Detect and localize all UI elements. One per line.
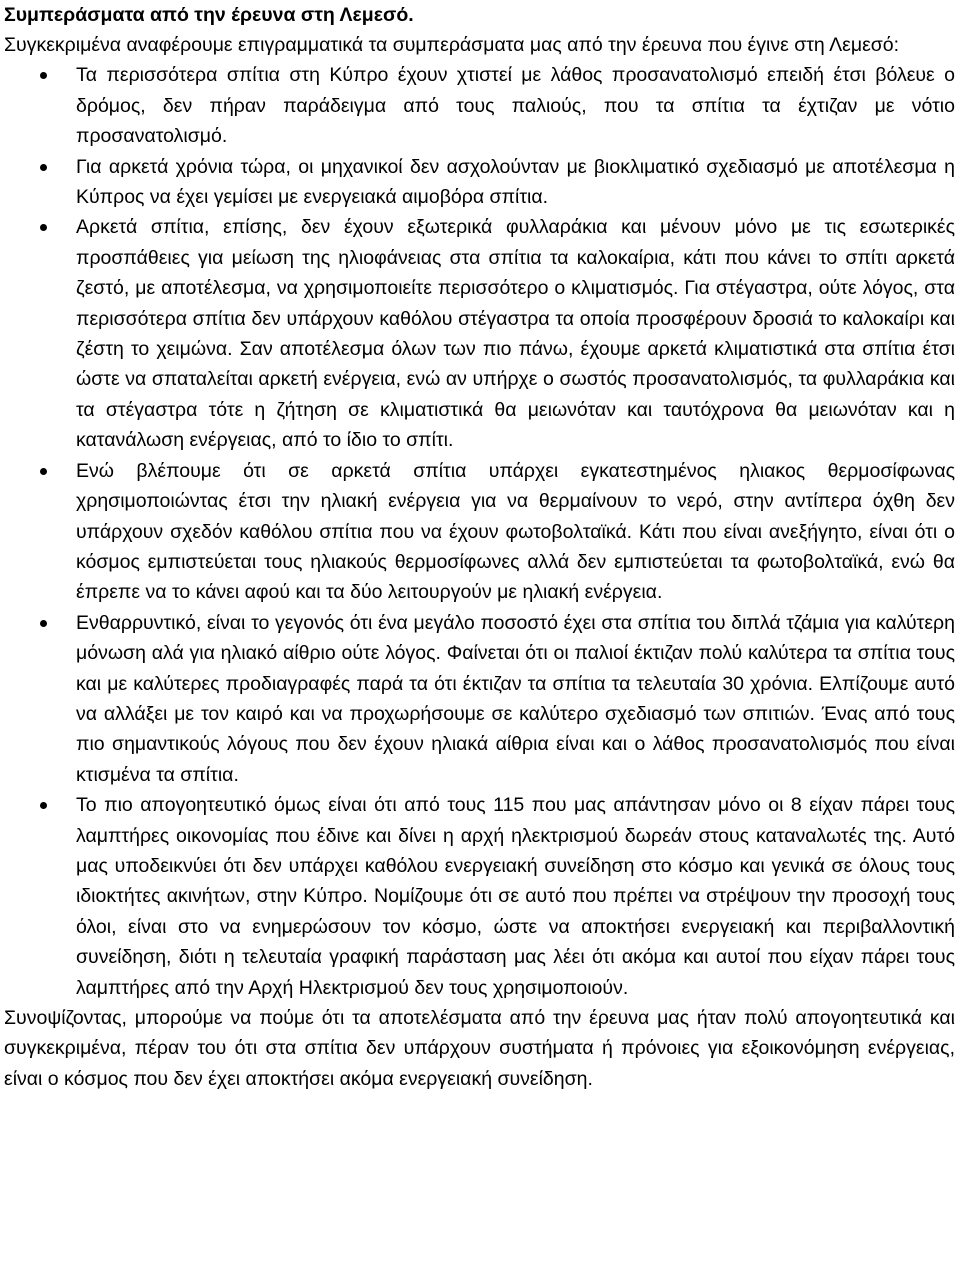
findings-list xyxy=(4,60,955,1003)
bullet-icon xyxy=(40,468,47,475)
list-item-text: Ενώ βλέπουμε ότι σε αρκετά σπίτια υπάρχει εγκατεστημένος ηλιακος θερμοσίφωνας χρησιμοποιώντας έτσι την ηλιακή ενέργεια για να θερμαίνουν το νερό, στην αντίπερα όχθη δεν υπάρχουν σχεδόν καθόλου σπίτια που να έχουν φωτοβολταϊκά. Κάτι που είναι ανεξήγητο, είναι ότι ο κόσμος εμπιστεύεται τους ηλιακούς θερμοσίφωνες αλλά δεν εμπιστεύεται τα φωτοβολταϊκά, ενώ θα έπρεπε να το κάνει αφού και τα δύο λειτουργούν με ηλιακή ενέργεια. xyxy=(76,459,955,604)
bullet-icon xyxy=(40,802,47,809)
section-title: Συμπεράσματα από την έρευνα στη Λεμεσό. xyxy=(4,4,414,26)
intro-paragraph: Συγκεκριμένα αναφέρουμε επιγραμματικά τα συμπεράσματα μας από την έρευνα που έγινε στη Λεμεσό: xyxy=(4,34,900,56)
list-item-text: Ενθαρρυντικό, είναι το γεγονός ότι ένα μεγάλο ποσοστό έχει στα σπίτια του διπλά τζάμια για καλύτερη μόνωση αλά για ηλιακό αίθριο ούτε λόγος. Φαίνεται ότι οι παλιοί έκτιζαν πολύ καλύτερα τα σπίτια τους και με καλύτερες προδιαγραφές παρά τα ότι έκτιζαν τα σπίτια τα τελευταία 30 χρόνια. Ελπίζουμε αυτό να αλλάξει με τον καιρό και να προχωρήσουμε σε καλύτερο σχεδιασμό των σπιτιών. Ένας από τους πιο σημαντικούς λόγους που δεν έχουν ηλιακά αίθρια είναι και ο λάθος προσανατολισμός που είναι κτισμένα τα σπίτια. xyxy=(76,611,955,786)
list-item-text: Τα περισσότερα σπίτια στη Κύπρο έχουν χτιστεί με λάθος προσανατολισμό επειδή έτσι βόλευε ο δρόμος, δεν πήραν παράδειγμα από τους παλιούς, που τα σπίτια τα έχτιζαν με νότιο προσανατολισμό. xyxy=(76,64,955,148)
list-item xyxy=(4,60,955,151)
conclusion-paragraph: Συνοψίζοντας, μπορούμε να πούμε ότι τα αποτελέσματα από την έρευνα μας ήταν πολύ απογοητευτικά και συγκεκριμένα, πέραν του ότι στα σπίτια δεν υπάρχουν συστήματα ή πρόνοιες για εξοικονόμηση ενέργειας, είναι ο κόσμος που δεν έχει αποκτήσει ακόμα ενεργειακή συνείδηση. xyxy=(4,1007,955,1090)
bullet-icon xyxy=(40,620,47,627)
list-item-text: Για αρκετά χρόνια τώρα, οι μηχανικοί δεν ασχολούνταν με βιοκλιματικό σχεδιασμό με αποτέλεσμα η Κύπρος να έχει γεμίσει με ενεργειακά αιμοβόρα σπίτια. xyxy=(76,155,955,209)
list-item xyxy=(4,456,955,608)
list-item-text: Αρκετά σπίτια, επίσης, δεν έχουν εξωτερικά φυλλαράκια και μένουν μόνο με τις εσωτερικές προσπάθειες για μείωση της ηλιοφάνειας στα σπίτια τα καλοκαίρια, κάτι που κάνει το σπίτι αρκετά ζεστό, με αποτέλεσμα, να χρησιμοποιείτε περισσότερο ο κλιματισμός. Για στέγαστρα, ούτε λόγος, στα περισσότερα σπίτια δεν υπάρχουν καθόλου στέγαστρα τα οποία προσφέρουν δροσιά το καλοκαίρι και ζέστη το χειμώνα. Σαν αποτέλεσμα όλων των πιο πάνω, έχουμε αρκετά κλιματιστικά στα σπίτια έτσι ώστε να σπαταλείται αρκετή ενέργεια, ενώ αν υπήρχε ο σωστός προσανατολισμός, τα φυλλαράκια και τα στέγαστρα τότε η ζήτηση σε κλιματιστικά θα μειωνόταν και ταυτόχρονα θα μειωνόταν και η κατανάλωση ενέργειας, από το ίδιο το σπίτι. xyxy=(76,216,955,452)
list-item-text: Το πιο απογοητευτικό όμως είναι ότι από τους 115 που μας απάντησαν μόνο οι 8 είχαν πάρει τους λαμπτήρες οικονομίας που έδινε και δίνει η αρχή ηλεκτρισμού δωρεάν στους καταναλωτές της. Αυτό μας υποδεικνύει ότι δεν υπάρχει καθόλου ενεργειακή συνείδηση στο κόσμο και γενικά σε όλους τους ιδιοκτήτες ακινήτων, στην Κύπρο. Νομίζουμε ότι σε αυτό που πρέπει να στρέψουν την προσοχή τους όλοι, είναι στο να ενημερώσουν τον κόσμο, ώστε να αποκτήσει ενεργειακή και περιβαλλοντική συνείδηση, διότι η τελευταία γραφική παράσταση μας λέει ότι ακόμα και αυτοί που είχαν πάρει τους λαμπτήρες από την Αρχή Ηλεκτρισμού δεν τους χρησιμοποιούν. xyxy=(76,794,955,999)
bullet-icon xyxy=(40,224,47,231)
list-item xyxy=(4,152,955,213)
list-item xyxy=(4,608,955,790)
list-item xyxy=(4,790,955,1003)
list-item xyxy=(4,212,955,455)
bullet-icon xyxy=(40,72,47,79)
bullet-icon xyxy=(40,164,47,171)
